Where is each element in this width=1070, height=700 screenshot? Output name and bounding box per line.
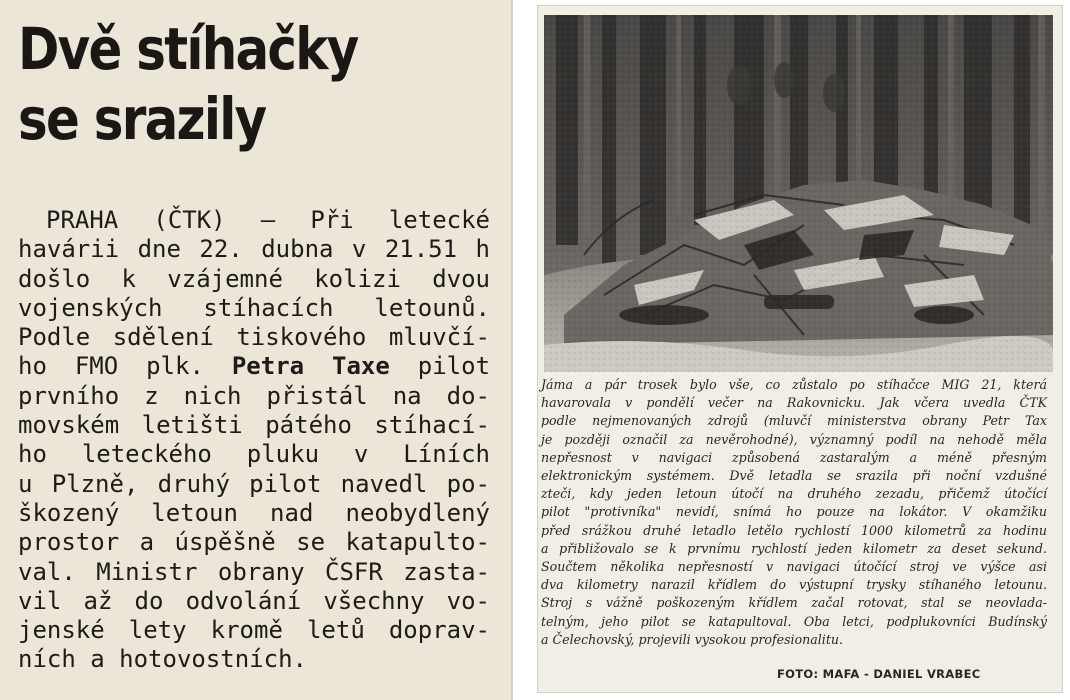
article-line: prostor a úspěšně se katapulto- (18, 528, 490, 557)
article-line: ních a hotovostních. (18, 645, 307, 674)
article-line: val. Ministr obrany ČSFR zasta- (18, 557, 490, 586)
article-line: ho leteckého pluku v Líních (18, 440, 490, 469)
wreckage-photo-image (544, 15, 1053, 372)
caption-line: je později označil za nevěrohodné), významný podíl na nehodě měla (541, 431, 1047, 447)
caption-line: před srážkou druhé letadlo letělo rychlostí 1000 kilometrů za hodinu (541, 522, 1047, 538)
article-text-fragment: pilot (417, 352, 491, 381)
spokesman-name: Petra Taxe (231, 352, 390, 381)
caption-line: pilot "protivníka" nevidí, snímá ho pouze na lokátor. V okamžiku (541, 504, 1047, 520)
article-line: Podle sdělení tiskového mluvčí- (18, 323, 490, 352)
article-text-fragment: ho FMO plk. (18, 352, 204, 381)
article-line: vojenských stíhacích letounů. (18, 293, 490, 322)
wreckage-photo (544, 15, 1053, 372)
photo-credit: FOTO: MAFA - DANIEL VRABEC (777, 667, 981, 681)
article-line: škozený letoun nad neobydlený (18, 498, 490, 527)
caption-line: nepřesnost v navigaci způsobená zastaralým a méně přesným (541, 449, 1047, 465)
article-line: havárii dne 22. dubna v 21.51 h (18, 235, 490, 264)
article-line-with-name (18, 352, 490, 381)
caption-line: Stroj s vážně poškozeným křídlem začal rotovat, stal se neovlada- (541, 595, 1047, 611)
caption-line: havarovala v pondělí večer na Rakovnicku. Jak včera uvedla ČTK (541, 395, 1047, 411)
caption-line: Součtem několika nepřesností v navigaci útočící stroj ve výšce asi (541, 559, 1047, 575)
caption-line: a přibližovalo se k prvnímu rychlostí jeden kilometr za deset sekund. (541, 540, 1047, 556)
caption-line: Jáma a pár trosek bylo vše, co zůstalo po stíhačce MIG 21, která (541, 377, 1047, 392)
article-line: jenské lety kromě letů doprav- (18, 616, 490, 645)
photo-clipping (517, 0, 1070, 700)
caption-line: elektronickým systémem. Dvě letadla se srazila při noční vzdušné (541, 468, 1047, 484)
article-clipping (0, 0, 513, 700)
caption-line: dva kilometry narazil křídlem do výstupní trysky stíhaného letounu. (541, 577, 1047, 593)
headline-line: Dvě stíhačky (18, 15, 358, 83)
caption-line: telným, jeho pilot se katapultoval. Oba letci, podplukovníci Budínský (541, 613, 1047, 629)
article-line: prvního z nich přistál na do- (18, 381, 490, 410)
article-line: došlo k vzájemné kolizi dvou (18, 264, 490, 293)
caption-line: podle nejmenovaných zdrojů (mluvčí ministerstva obrany Petr Tax (541, 413, 1047, 429)
article-body (18, 206, 490, 675)
article-line: vil až do odvolání všechny vo- (18, 586, 490, 615)
headline-line: se srazily (18, 85, 266, 153)
article-line: u Plzně, druhý pilot navedl po- (18, 469, 490, 498)
caption-line: zteči, kdy jeden letoun útočí na druhého zezadu, přičemž útočící (541, 486, 1047, 502)
article-line: PRAHA (ČTK) — Při letecké (46, 206, 490, 234)
photo-caption (541, 376, 1047, 649)
article-headline (18, 14, 439, 154)
caption-line: a Čelechovský, projevili vysokou profesionalitu. (541, 631, 844, 647)
article-line: movském letišti pátého stíhací- (18, 411, 490, 440)
